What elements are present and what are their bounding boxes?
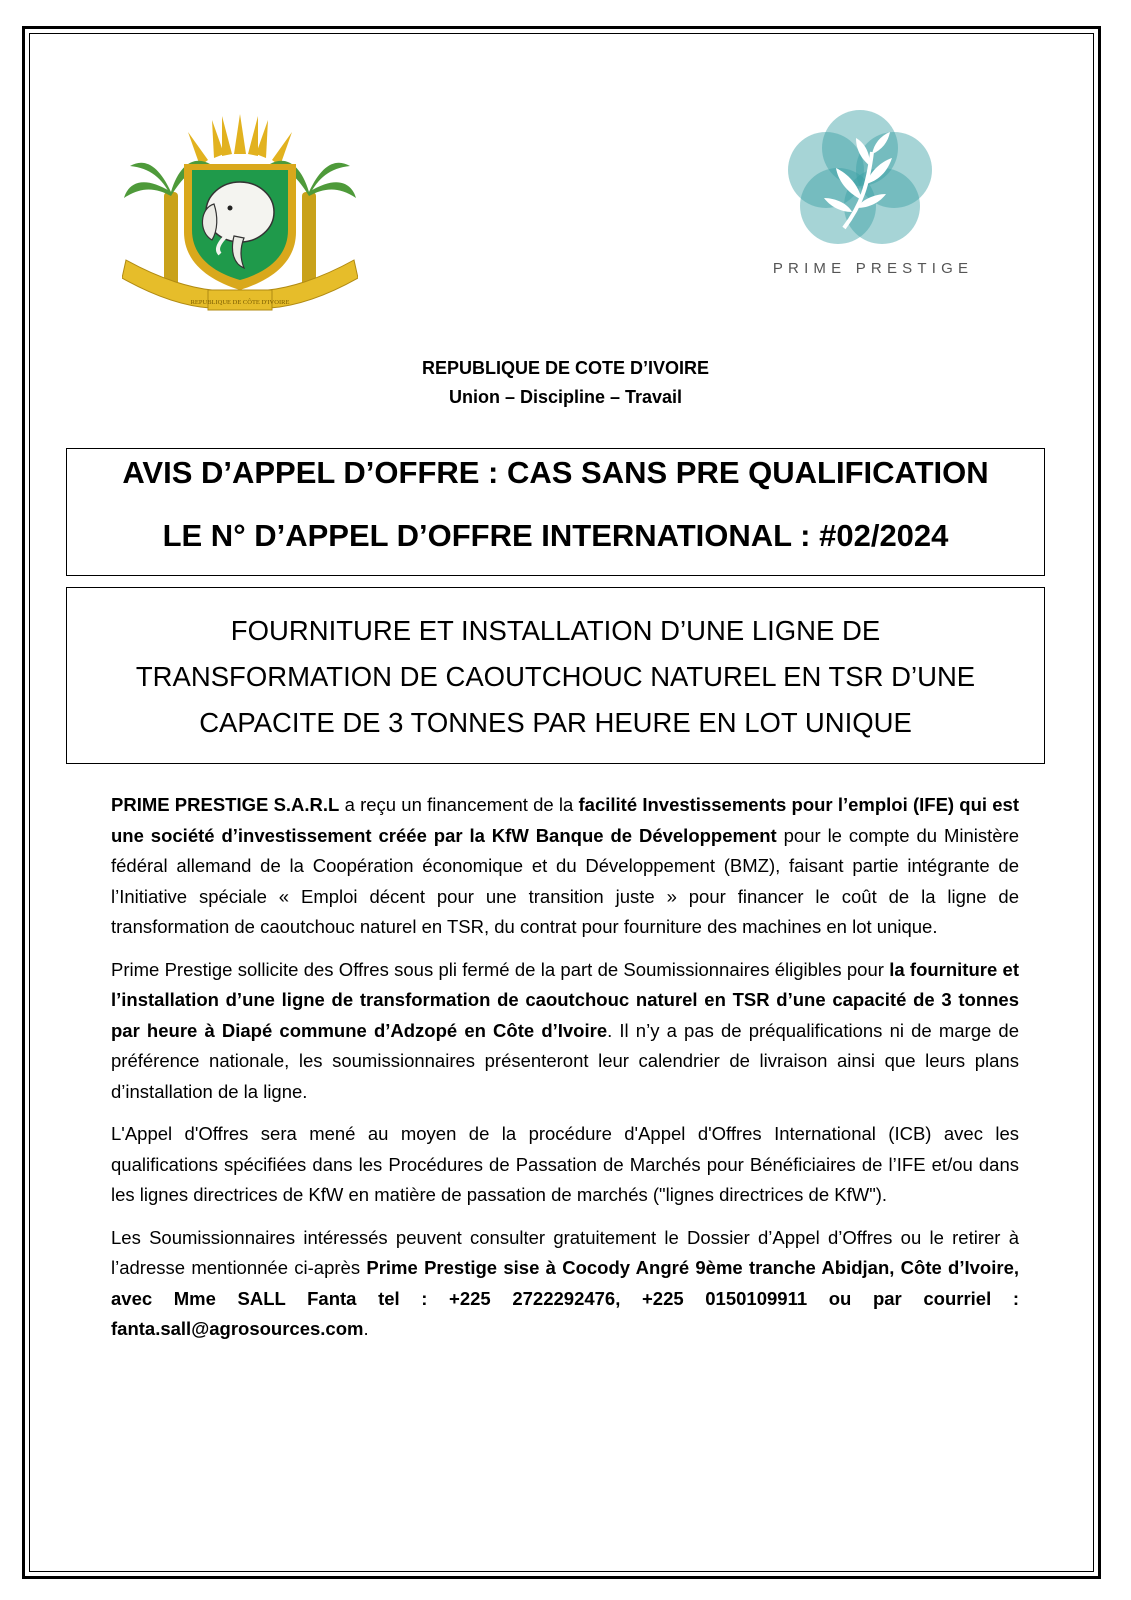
tender-title: AVIS D’APPEL D’OFFRE : CAS SANS PRE QUALIFICATION [122,455,989,490]
national-motto: Union – Discipline – Travail [448,387,683,407]
coat-of-arms-icon [122,112,358,318]
tender-subject-box [66,587,1045,764]
republic-header [0,354,1131,412]
subject-line-2: TRANSFORMATION DE CAOUTCHOUC NATUREL EN TSR D’UNE [135,661,976,692]
paragraph-financing: PRIME PRESTIGE S.A.R.L a reçu un financement de la facilité Investissements pour l’emploi (IFE) qui est une société d’investissement créée par la KfW Banque de Développement pour le compte du Ministère fédéral allemand de la Coopération économique et du Développement (BMZ), faisant partie intégrante de l’Initiative spéciale « Emploi décent pour une transition juste » pour financer le coût de la ligne de transformation de caoutchouc naturel en TSR, du contrat pour fourniture des machines en lot unique. [111,794,1019,937]
prime-prestige-leaf-logo-icon [786,108,934,248]
tender-title-box [66,448,1045,576]
prime-prestige-name: PRIME PRESTIGE [772,260,974,277]
country-name: REPUBLIQUE DE COTE D’IVOIRE [421,358,710,378]
emblem-caption: REPUBLIQUE DE CÔTE D'IVOIRE [190,299,290,306]
paragraph-procedure: L'Appel d'Offres sera mené au moyen de la procédure d'Appel d'Offres International (ICB) avec les qualifications spécifiées dans les Procédures de Passation de Marchés pour Bénéficiaires de l’IFE et/ou dans les lignes directrices de KfW en matière de passation de marchés ("lignes directrices de KfW"). [111,1123,1019,1205]
subject-line-3: CAPACITE DE 3 TONNES PAR HEURE EN LOT UNIQUE [199,707,912,738]
paragraph-contact: Les Soumissionnaires intéressés peuvent consulter gratuitement le Dossier d’Appel d’Offres ou le retirer à l’adresse mentionnée ci-après Prime Prestige sise à Cocody Angré 9ème tranche Abidjan, Côte d’Ivoire, avec Mme SALL Fanta tel : +225 2722292476, +225 0150109911 ou par courriel : fanta.sall@agrosources.com. [111,1226,1020,1339]
tender-number: LE N° D’APPEL D’OFFRE INTERNATIONAL : #02/2024 [162,518,949,553]
paragraph-solicitation: Prime Prestige sollicite des Offres sous pli fermé de la part de Soumissionnaires éligibles pour la fourniture et l’installation d’une ligne de transformation de caoutchouc naturel en TSR d’une capacité de 3 tonnes par heure à Diapé commune d’Adzopé en Côte d’Ivoire. Il n’y a pas de préqualifications ni de marge de préférence nationale, les soumissionnaires présenteront leur calendrier de livraison ainsi que leurs plans d’installation de la ligne. [111,958,1019,1102]
notice-body [111,790,1019,1357]
subject-line-1: FOURNITURE ET INSTALLATION D’UNE LIGNE DE [230,615,881,646]
prime-prestige-logo [748,108,998,288]
contact-details: Prime Prestige sise à Cocody Angré 9ème tranche Abidjan, Côte d’Ivoire, avec Mme SALL Fanta tel : +225 2722292476, +225 0150109911 ou par courriel : fanta.sall@agrosources.com [111,1257,1020,1339]
